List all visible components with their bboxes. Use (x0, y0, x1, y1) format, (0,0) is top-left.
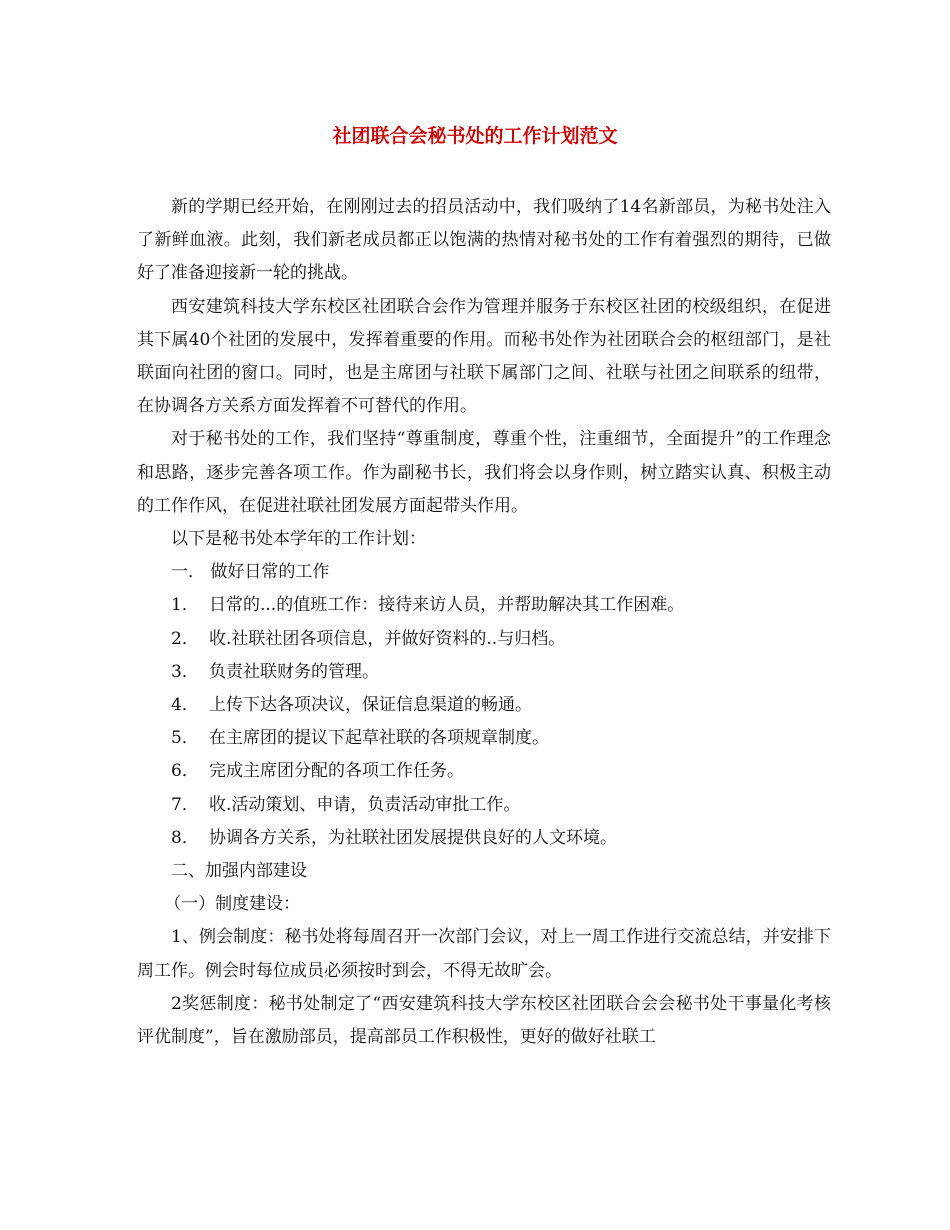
list-item-number: 1． (171, 595, 199, 616)
list-item-text: 负责社联财务的管理。 (209, 661, 379, 682)
list-item-number: 7． (171, 794, 199, 815)
list-item-text: 在主席团的提议下起草社联的各项规章制度。 (209, 728, 549, 749)
list-item-text: 收.社联社团各项信息，并做好资料的..与归档。 (209, 628, 566, 649)
list-item-text: 收.活动策划、申请，负责活动审批工作。 (209, 794, 521, 815)
list-item (137, 755, 831, 788)
list-item-number: 3． (171, 661, 199, 682)
document-body (137, 191, 831, 1054)
list-item-number: 6． (171, 761, 199, 782)
list-item-number: 4． (171, 695, 199, 716)
paragraph-reward-rule: 2奖惩制度：秘书处制定了“西安建筑科技大学东校区社团联合会会秘书处干事量化考核评优制度”，旨在激励部员，提高部员工作积极性，更好的做好社联工 (137, 993, 831, 1048)
paragraph-intro: 新的学期已经开始，在刚刚过去的招员活动中，我们吸纳了14名新部员，为秘书处注入了新鲜血液。此刻，我们新老成员都正以饱满的热情对秘书处的工作有着强烈的期待，已做好了准备迎接新一轮的挑战。 (137, 197, 831, 284)
paragraph-plan-intro: 以下是秘书处本学年的工作计划： (171, 529, 426, 550)
list-item-text: 完成主席团分配的各项工作任务。 (209, 761, 464, 782)
list-item (137, 589, 831, 622)
subsection-heading-system: （一）制度建设： (164, 894, 301, 915)
list-item-text: 日常的...的值班工作：接待来访人员，并帮助解决其工作困难。 (209, 595, 685, 616)
section-heading-daily-work: 一． 做好日常的工作 (171, 562, 330, 583)
paragraph-organization: 西安建筑科技大学东校区社团联合会作为管理并服务于东校区社团的校级组织，在促进其下属40个社团的发展中，发挥着重要的作用。而秘书处作为社团联合会的枢纽部门，是社联面向社团的窗口。同时，也是主席团与社联下属部门之间、社联与社团之间联系的纽带，在协调各方关系方面发挥着不可替代的作用。 (137, 296, 831, 417)
list-item (137, 656, 831, 689)
list-item (137, 789, 831, 822)
list-item-number: 2． (171, 628, 199, 649)
section-heading-internal-construction: 二、加强内部建设 (171, 861, 307, 882)
list-item-number: 5． (171, 728, 199, 749)
list-item-number: 8． (171, 827, 199, 848)
list-item (137, 689, 831, 722)
list-item-text: 上传下达各项决议，保证信息渠道的畅通。 (209, 695, 532, 716)
list-item (137, 722, 831, 755)
list-item (137, 822, 831, 855)
list-item (137, 623, 831, 656)
paragraph-philosophy: 对于秘书处的工作，我们坚持“尊重制度，尊重个性，注重细节，全面提升”的工作理念和思路，逐步完善各项工作。作为副秘书长，我们将会以身作则，树立踏实认真、积极主动的工作作风，在促进社联社团发展方面起带头作用。 (137, 429, 831, 516)
list-item-text: 协调各方关系，为社联社团发展提供良好的人文环境。 (209, 827, 617, 848)
document-title: 社团联合会秘书处的工作计划范文 (332, 125, 618, 147)
paragraph-meeting-rule: 1、例会制度：秘书处将每周召开一次部门会议，对上一周工作进行交流总结，并安排下周工作。例会时每位成员必须按时到会，不得无故旷会。 (137, 927, 831, 981)
